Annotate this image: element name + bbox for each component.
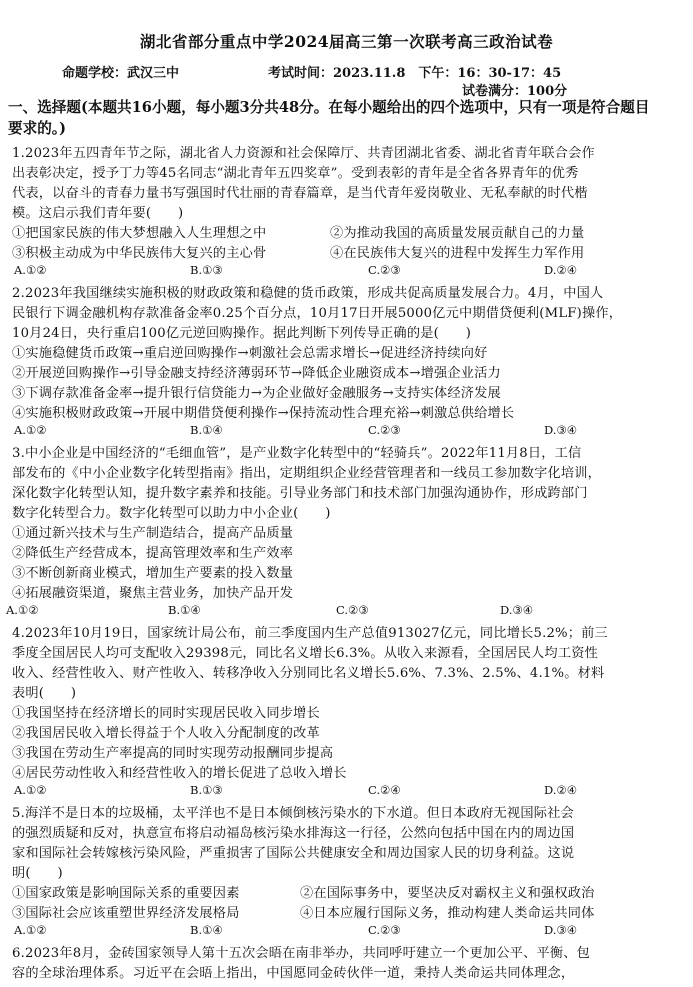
option-statement: ②在国际事务中，要坚决反对霸权主义和强权政治 [300,886,595,901]
question-stem-line: 季度全国居民人均可支配收入29398元，同比名义增长6.3%。从收入来源看，全国居民人均工资性 [12,646,598,661]
option-statement: ②开展逆回购操作→引导金融支持经济薄弱环节→降低企业融资成本→增强企业活力 [12,366,501,381]
option-statement: ①我国坚持在经济增长的同时实现居民收入同步增长 [12,706,320,721]
option-statement: ④日本应履行国际义务，推动构建人类命运共同体 [300,906,595,921]
section-heading-line: 要求的。) [8,120,66,137]
answer-choice: A.①② [14,263,47,277]
option-statement: ④在民族伟大复兴的进程中发挥生力军作用 [330,246,585,261]
answer-choice: C.②③ [368,923,401,937]
question-stem-line: 6.2023年8月，金砖国家领导人第十五次会晤在南非举办，共同呼吁建立一个更加公平、平衡、包 [12,946,591,961]
question-stem-line: 收入、经营性收入、财产性收入、转移净收入分别同比名义增长5.6%、7.3%、2.5%、4.1%。材料 [12,666,605,681]
answer-choice: C.②③ [368,263,401,277]
answer-choice: B.①③ [190,263,223,277]
option-statement: ④实施积极财政政策→开展中期借贷便利操作→保持流动性合理充裕→刺激总供给增长 [12,406,515,421]
exam-time: 考试时间：2023.11.8 下午：16：30-17：45 [268,66,562,81]
exam-score: 试卷满分：100分 [462,84,568,99]
answer-choice: B.①④ [168,603,201,617]
option-statement: ③国际社会应该重塑世界经济发展格局 [12,906,240,921]
option-statement: ①国家政策是影响国际关系的重要因素 [12,886,240,901]
exam-school: 命题学校：武汉三中 [62,66,180,81]
answer-choice: A.①② [6,603,39,617]
question-stem-line: 2.2023年我国继续实施积极的财政政策和稳健的货币政策，形成共促高质量发展合力。4月，中国人 [12,286,604,301]
question-stem-line: 5.海洋不是日本的垃圾桶，太平洋也不是日本倾倒核污染水的下水道。但日本政府无视国际社会 [12,806,574,821]
question-stem-line: 4.2023年10月19日，国家统计局公布，前三季度国内生产总值913027亿元，同比增长5.2%；前三 [12,626,608,641]
answer-choice: B.①④ [190,923,223,937]
question-stem-line: 容的全球治理体系。习近平在会晤上指出，中国愿同金砖伙伴一道，秉持人类命运共同体理念， [12,966,575,981]
answer-choice: C.②④ [368,783,401,797]
question-stem-line: 1.2023年五四青年节之际，湖北省人力资源和社会保障厅、共青团湖北省委、湖北省青年联合会作 [12,146,595,161]
option-statement: ③积极主动成为中华民族伟大复兴的主心骨 [12,246,267,261]
answer-choice: D.②④ [544,783,578,797]
answer-choice: D.③④ [544,423,578,437]
question-stem-line: 民银行下调金融机构存款准备金率0.25个百分点，10月17日开展5000亿元中期借贷便利(MLF)操作， [12,306,623,321]
page-title: 湖北省部分重点中学2024届高三第一次联考高三政治试卷 [139,32,554,51]
answer-choice: B.①③ [190,783,223,797]
option-statement: ④居民劳动性收入和经营性收入的增长促进了总收入增长 [12,766,347,781]
question-stem-line: 3.中小企业是中国经济的“毛细血管”，是产业数字化转型中的“轻骑兵”。2022年11月8日，工信 [12,446,582,461]
question-stem-line: 家和国际社会转嫁核污染风险，严重损害了国际公共健康安全和周边国家人民的切身利益。这说 [12,846,575,861]
question-stem-line: 10月24日，央行重启100亿元逆回购操作。据此判断下列传导正确的是( ) [12,326,472,341]
answer-choice: A.①② [14,923,47,937]
option-statement: ②我国居民收入增长得益于个人收入分配制度的改革 [12,726,320,741]
section-heading [8,97,688,139]
answer-choice: D.②④ [544,263,578,277]
answer-choice: D.③④ [500,603,534,617]
answer-choice: A.①② [14,423,47,437]
question-stem-line: 数字化转型合力。数字化转型可以助力中小企业( ) [12,506,331,521]
question-stem-line: 表明( ) [12,686,77,701]
option-statement: ③下调存款准备金率→提升银行信贷能力→为企业做好金融服务→支持实体经济发展 [12,386,501,401]
section-heading-line: 一、选择题(本题共16小题，每小题3分共48分。在每小题给出的四个选项中，只有一项是符合题目 [8,99,650,116]
option-statement: ③不断创新商业模式，增加生产要素的投入数量 [12,566,294,581]
question-stem-line: 明( ) [12,866,63,881]
answer-choice: A.①② [14,783,47,797]
question-stem-line: 的强烈质疑和反对，执意宣布将启动福岛核污染水排海这一行径，公然向包括中国在内的周边国 [12,826,575,841]
answer-choice: B.①④ [190,423,223,437]
question-stem-line: 部发布的《中小企业数字化转型指南》指出，定期组织企业经营管理者和一线员工参加数字化培训， [12,466,602,481]
question-stem-line: 模。这启示我们青年要( ) [12,206,184,221]
option-statement: ①实施稳健货币政策→重启逆回购操作→刺激社会总需求增长→促进经济持续向好 [12,346,488,361]
answer-choice: D.③④ [544,923,578,937]
option-statement: ①通过新兴技术与生产制造结合，提高产品质量 [12,526,294,541]
question-stem-line: 代表，以奋斗的青春力量书写强国时代壮丽的青春篇章，是当代青年爱岗敬业、无私奉献的时代楷 [12,186,588,201]
question-stem-line: 出表彰决定，授予丁力等45名同志“湖北青年五四奖章”。受到表彰的青年是全省各界青年的优秀 [12,166,579,181]
option-statement: ①把国家民族的伟大梦想融入人生理想之中 [12,226,267,241]
option-statement: ④拓展融资渠道，聚焦主营业务，加快产品开发 [12,586,294,601]
option-statement: ③我国在劳动生产率提高的同时实现劳动报酬同步提高 [12,746,334,761]
question-stem-line: 深化数字化转型认知，提升数字素养和技能。引导业务部门和技术部门加强沟通协作，形成跨部门 [12,486,588,501]
answer-choice: C.②③ [368,423,401,437]
answer-choice: C.②③ [336,603,369,617]
option-statement: ②为推动我国的高质量发展贡献自己的力量 [330,226,585,241]
option-statement: ②降低生产经营成本，提高管理效率和生产效率 [12,546,294,561]
